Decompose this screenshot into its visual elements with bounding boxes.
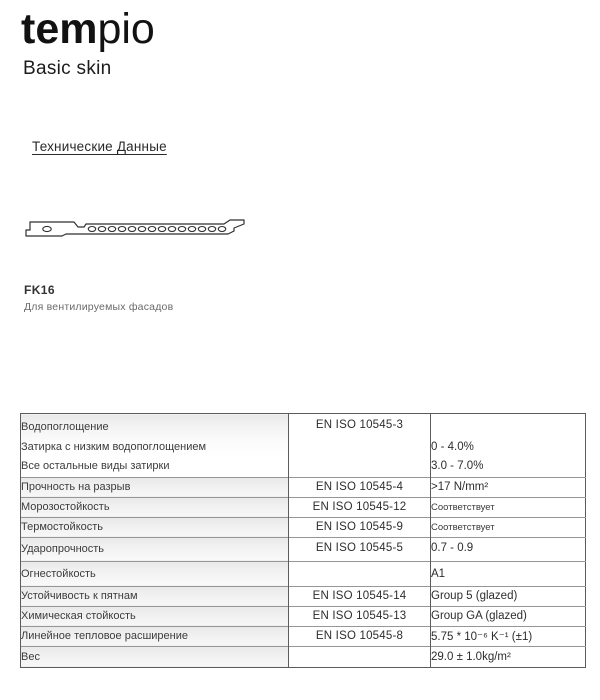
- table-row: [21, 646, 586, 667]
- param-cell: Огнестойкость: [21, 561, 289, 586]
- param-cell: Линейное тепловое расширение: [21, 626, 289, 646]
- standard-cell: [289, 561, 431, 586]
- value-cell: Соответствует: [431, 497, 586, 517]
- standard-cell: [289, 646, 431, 667]
- section-heading: Технические Данные: [32, 139, 167, 154]
- table-row: [21, 517, 586, 537]
- standard-cell: EN ISO 10545-12: [289, 497, 431, 517]
- standard-cell: EN ISO 10545-3: [289, 414, 431, 478]
- standard-cell: EN ISO 10545-14: [289, 586, 431, 606]
- param-cell: Химическая стойкость: [21, 606, 289, 626]
- param-line: Водопоглощение: [21, 421, 109, 433]
- value-cell: 0.7 - 0.9: [431, 537, 586, 561]
- table-row: [21, 414, 586, 478]
- brand-logo-bold-part: tem: [21, 5, 98, 53]
- param-cell: Устойчивость к пятнам: [21, 586, 289, 606]
- value-cell: Соответствует: [431, 517, 586, 537]
- value-cell: Group GA (glazed): [431, 606, 586, 626]
- value-line: 3.0 - 7.0%: [431, 460, 484, 472]
- param-cell: Вес: [21, 646, 289, 667]
- param-line: Затирка с низким водопоглощением: [21, 440, 207, 453]
- param-cell: Прочность на разрыв: [21, 477, 289, 497]
- technical-data-table: [20, 413, 586, 668]
- value-cell: 5.75 * 10⁻⁶ K⁻¹ (±1): [431, 626, 586, 646]
- standard-cell: EN ISO 10545-8: [289, 626, 431, 646]
- table-row: [21, 606, 586, 626]
- brand-logo: [21, 6, 155, 52]
- table-row: [21, 497, 586, 517]
- value-line: 0 - 4.0%: [431, 440, 474, 453]
- value-cell: [431, 414, 586, 478]
- value-line: [431, 418, 585, 438]
- value-cell: 29.0 ± 1.0kg/m²: [431, 646, 586, 667]
- param-cell: [21, 414, 289, 478]
- standard-cell: EN ISO 10545-5: [289, 537, 431, 561]
- panel-profile-drawing: [22, 219, 250, 241]
- model-description: Для вентилируемых фасадов: [24, 301, 174, 313]
- table-row: [21, 586, 586, 606]
- standard-cell: EN ISO 10545-13: [289, 606, 431, 626]
- param-line: Все остальные виды затирки: [21, 460, 170, 472]
- model-code: FK16: [24, 283, 55, 297]
- product-name: Basic skin: [23, 58, 112, 79]
- standard-cell: EN ISO 10545-9: [289, 517, 431, 537]
- standard-cell: EN ISO 10545-4: [289, 477, 431, 497]
- value-cell: Group 5 (glazed): [431, 586, 586, 606]
- value-cell: >17 N/mm²: [431, 477, 586, 497]
- param-cell: Ударопрочность: [21, 537, 289, 561]
- brand-logo-light-part: pio: [97, 5, 155, 53]
- param-cell: Морозостойкость: [21, 497, 289, 517]
- table-row: [21, 537, 586, 561]
- value-cell: A1: [431, 561, 586, 586]
- param-cell: Термостойкость: [21, 517, 289, 537]
- table-row: [21, 626, 586, 646]
- table-row: [21, 561, 586, 586]
- table-row: [21, 477, 586, 497]
